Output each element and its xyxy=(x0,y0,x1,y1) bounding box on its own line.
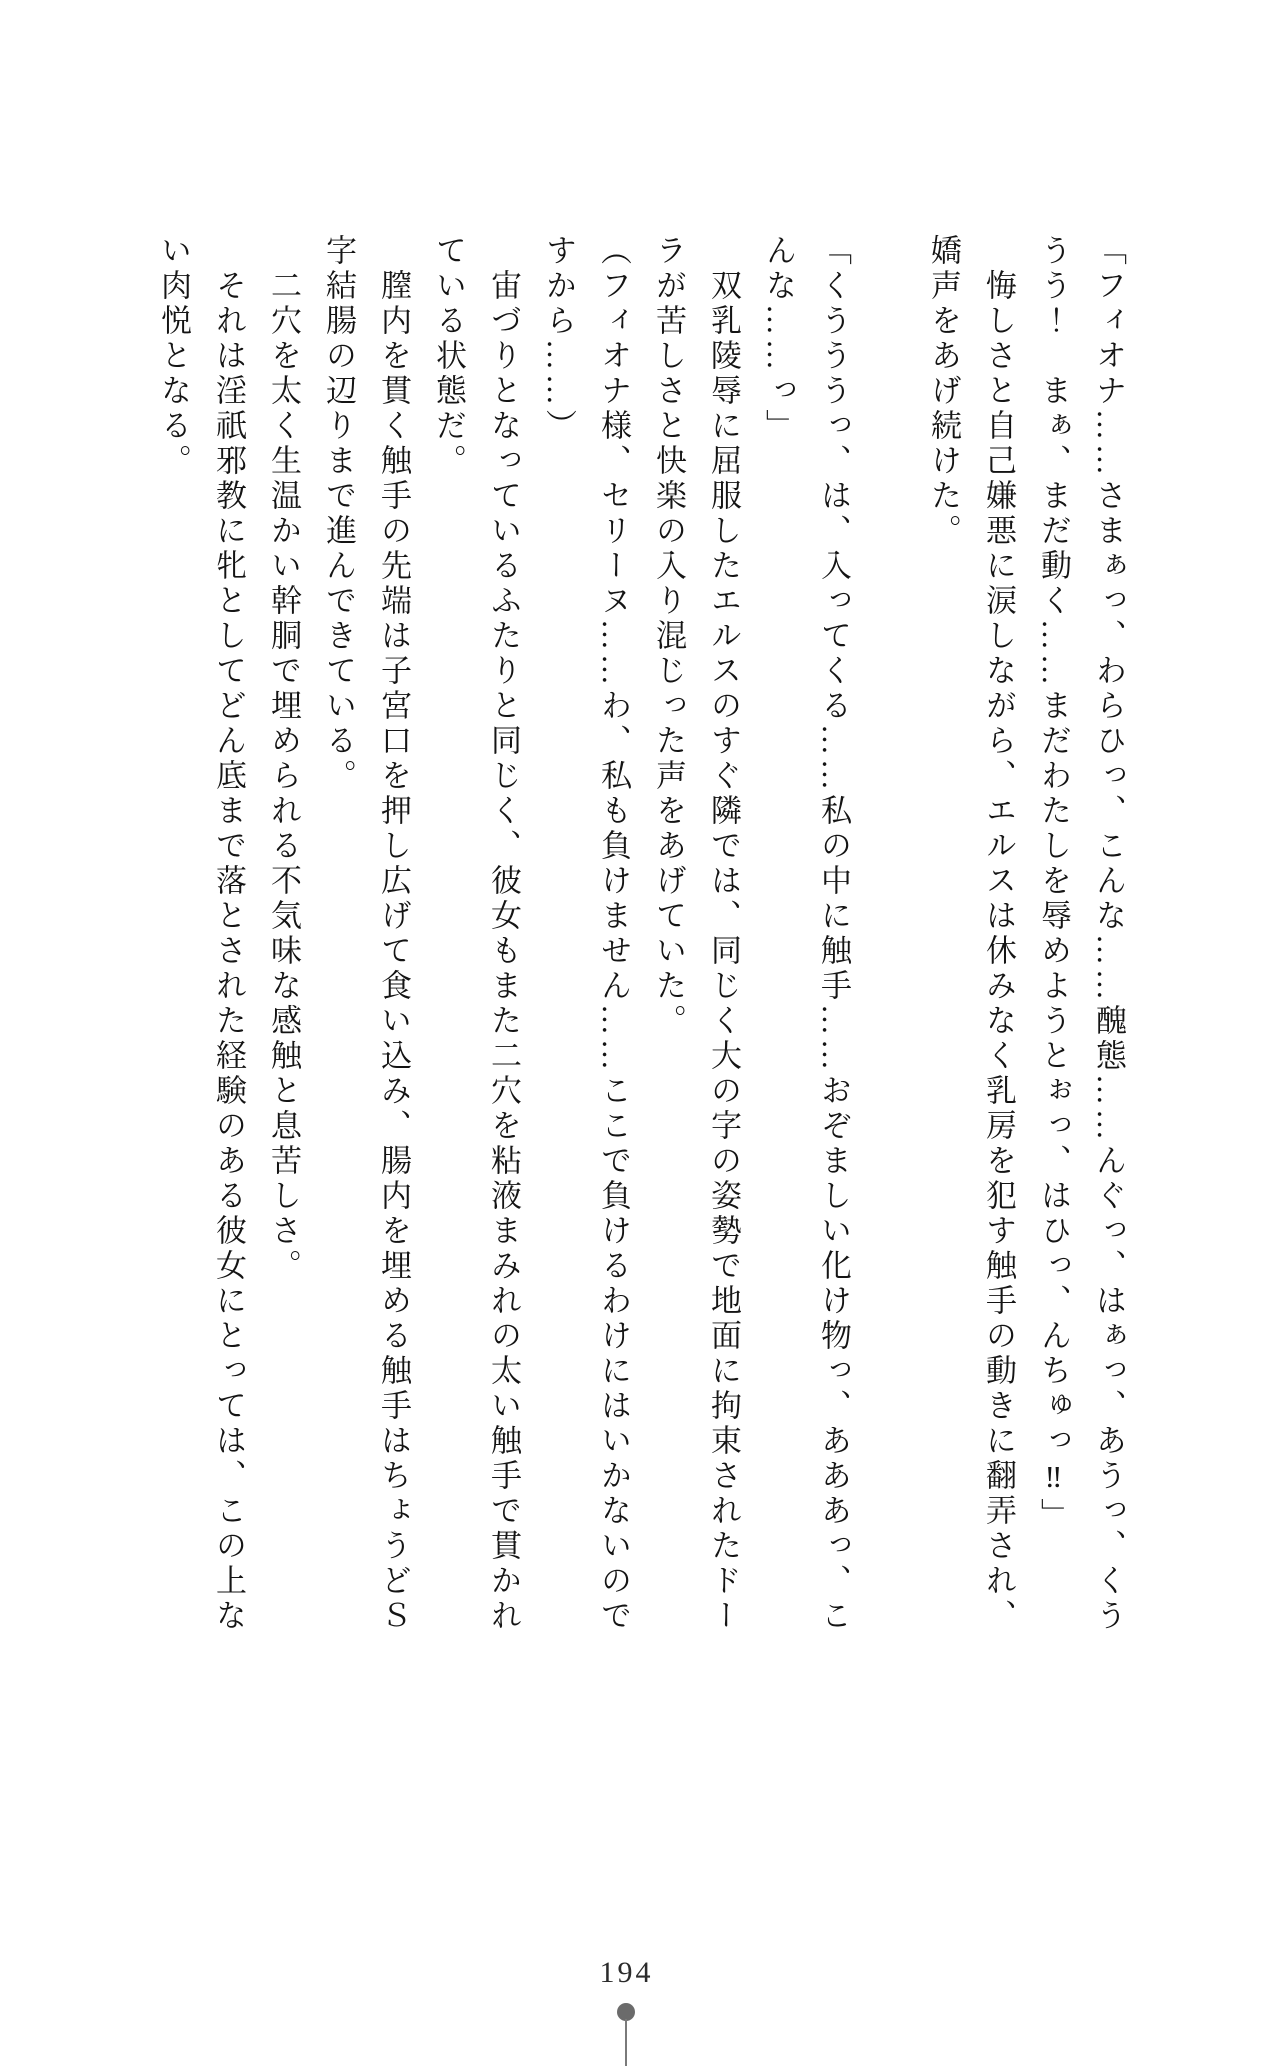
scene-break-spacer xyxy=(861,234,916,1644)
narration-paragraph: 悔しさと自己嫌悪に涙しながら、エルスは休みなく乳房を犯す触手の動きに翻弄され、嬌声をあげ続けた。 xyxy=(926,234,1016,1634)
dialogue-paragraph: 「くうううっ、は、入ってくる……私の中に触手……おぞましい化け物っ、あああっ、こんな……っ」 xyxy=(761,234,851,1634)
narration-paragraph: 二穴を太く生温かい幹胴で埋められる不気味な感触と息苦しさ。 xyxy=(266,269,301,1284)
dialogue-paragraph: 「フィオナ……さまぁっ、わらひっ、こんな……醜態……んぐっ、はぁっ、あうっ、くううう！ まぁ、まだ動く……まだわたしを辱めようとぉっ、はひっ、んちゅっ‼」 xyxy=(1036,234,1126,1634)
narration-paragraph: それは淫祇邪教に牝としてどん底まで落とされた経験のある彼女にとっては、この上ない肉悦となる。 xyxy=(156,234,246,1634)
narration-paragraph: 宙づりとなっているふたりと同じく、彼女もまた二穴を粘液まみれの太い触手で貫かれている状態だ。 xyxy=(431,234,521,1634)
text-block xyxy=(146,234,1136,1644)
page-ornament-line xyxy=(625,2019,627,2066)
thought-paragraph: （フィオナ様、セリーヌ……わ、私も負けません……ここで負けるわけにはいかないのですから……） xyxy=(541,234,631,1634)
narration-paragraph: 膣内を貫く触手の先端は子宮口を押し広げて食い込み、腸内を埋める触手はちょうどＳ字結腸の辺りまで進んできている。 xyxy=(321,234,411,1634)
narration-paragraph: 双乳陵辱に屈服したエルスのすぐ隣では、同じく大の字の姿勢で地面に拘束されたドーラが苦しさと快楽の入り混じった声をあげていた。 xyxy=(651,234,741,1634)
page-number: 194 xyxy=(599,1956,654,1989)
